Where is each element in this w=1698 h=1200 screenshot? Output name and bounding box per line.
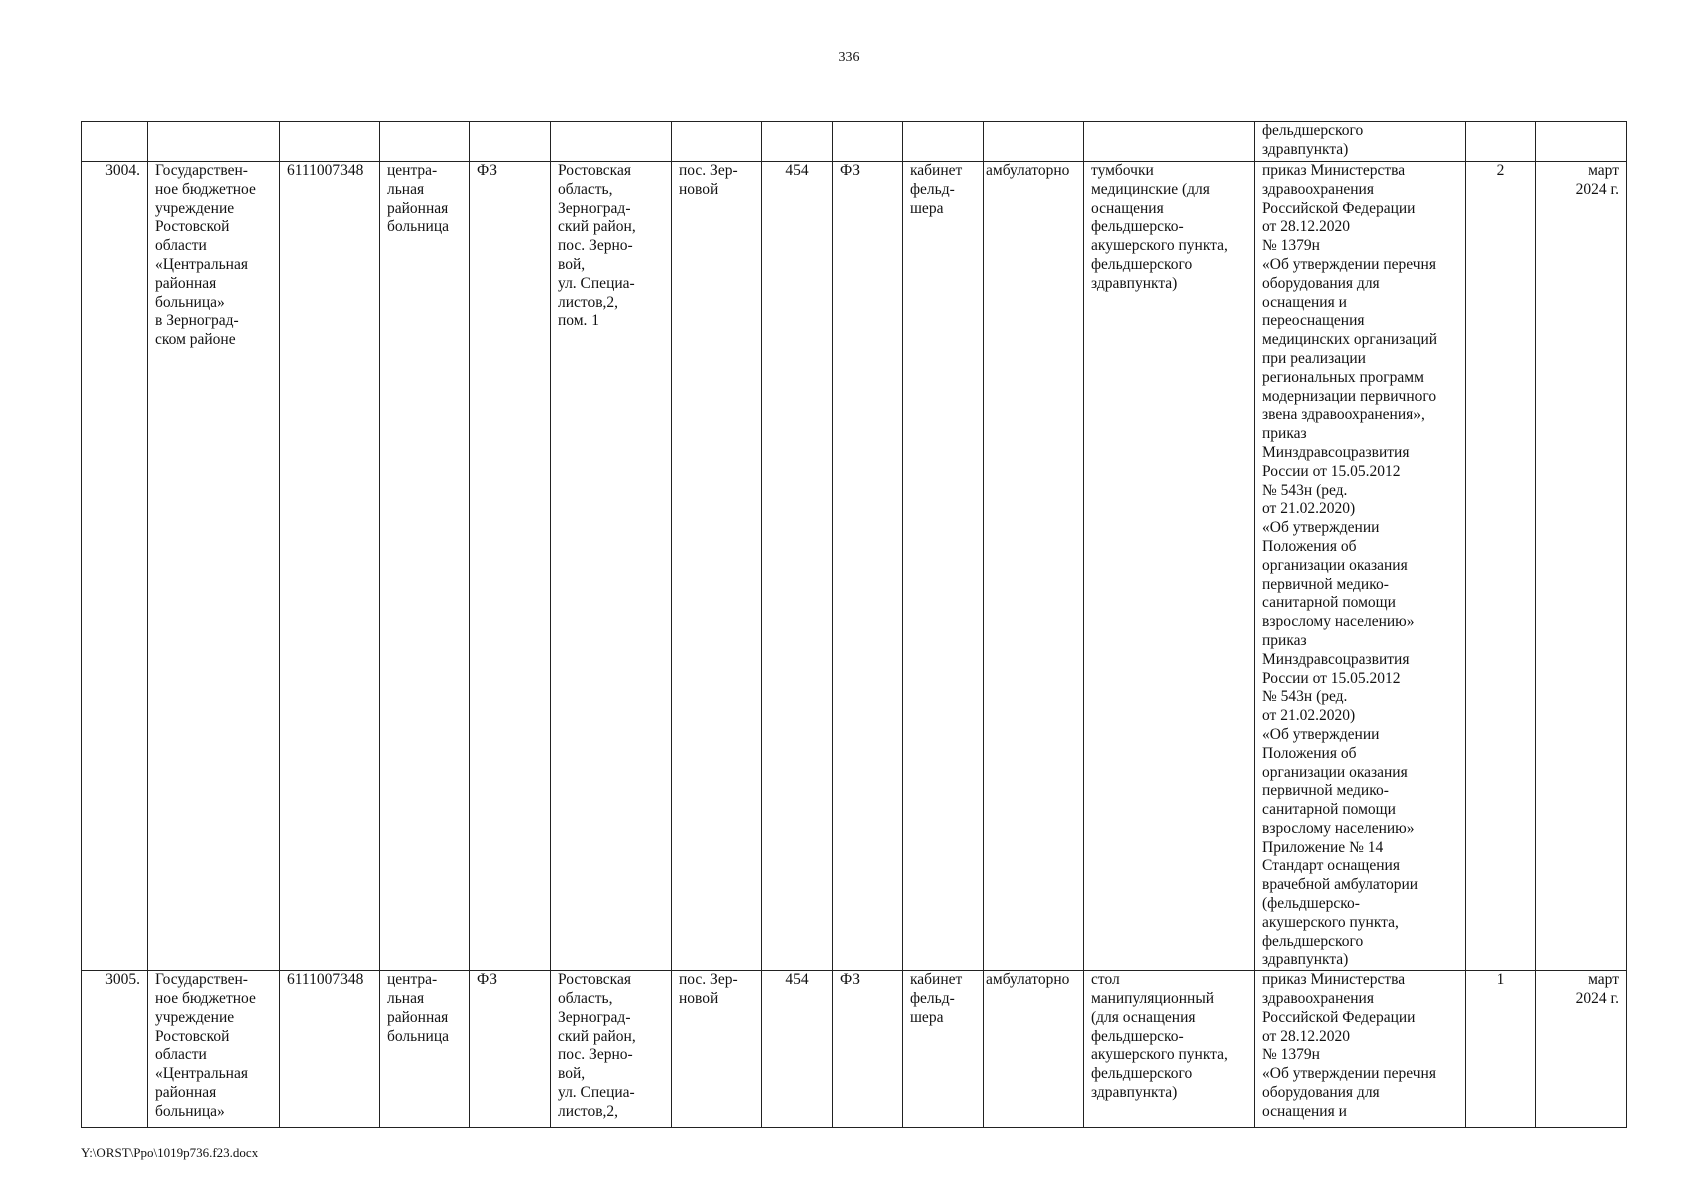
cell-room bbox=[903, 122, 984, 162]
organization-name: Государствен- ное бюджетное учреждение Ростовской области «Центральная районная больница» bbox=[148, 971, 280, 1128]
care-type: амбулаторно bbox=[984, 162, 1084, 971]
register-table bbox=[81, 121, 1627, 1128]
organization-name: Государствен- ное бюджетное учреждение Ростовской области «Центральная районная больница» в Зерноград- ском районе bbox=[148, 162, 280, 971]
division: ФЗ bbox=[833, 162, 903, 971]
date: март 2024 г. bbox=[1536, 971, 1627, 1128]
room: кабинет фельд- шера bbox=[903, 162, 984, 971]
organization-type: центра- льная районная больница bbox=[380, 162, 470, 971]
locality: пос. Зер- новой bbox=[672, 162, 762, 971]
cell-type bbox=[380, 122, 470, 162]
address: Ростовская область, Зерноград- ский район, пос. Зерно- вой, ул. Специа- листов,2, bbox=[551, 971, 672, 1128]
cell-equipment bbox=[1084, 122, 1255, 162]
cell-inn bbox=[280, 122, 380, 162]
cell-code bbox=[762, 122, 833, 162]
care-type: амбулаторно bbox=[984, 971, 1084, 1128]
inn: 6111007348 bbox=[280, 971, 380, 1128]
cell-quantity bbox=[1466, 122, 1536, 162]
table-row bbox=[82, 971, 1627, 1128]
legal-basis: приказ Министерства здравоохранения Российской Федерации от 28.12.2020 № 1379н «Об утверждении перечня оборудования для оснащения и переоснащения медицинских организаций при реализации региональных программ модернизации первичного звена здравоохранения», приказ Минздравсоцразвития России от 15.05.2012 № 543н (ред. от 21.02.2020) «Об утверждении Положения об организации оказания первичной медико- санитарной помощи взрослому населению» приказ Минздравсоцразвития России от 15.05.2012 № 543н (ред. от 21.02.2020) «Об утверждении Положения об организации оказания первичной медико- санитарной помощи взрослому населению» Приложение № 14 Стандарт оснащения врачебной амбулатории (фельдшерско- акушерского пункта, фельдшерского здравпункта) bbox=[1255, 162, 1466, 971]
cell-legal-basis: фельдшерского здравпункта) bbox=[1255, 122, 1466, 162]
cell-care bbox=[984, 122, 1084, 162]
unit: ФЗ bbox=[470, 162, 551, 971]
cell-num bbox=[82, 122, 148, 162]
unit: ФЗ bbox=[470, 971, 551, 1128]
cell-date bbox=[1536, 122, 1627, 162]
legal-basis: приказ Министерства здравоохранения Российской Федерации от 28.12.2020 № 1379н «Об утверждении перечня оборудования для оснащения и bbox=[1255, 971, 1466, 1128]
equipment: стол манипуляционный (для оснащения фельдшерско- акушерского пункта, фельдшерского здравпункта) bbox=[1084, 971, 1255, 1128]
room: кабинет фельд- шера bbox=[903, 971, 984, 1128]
row-number: 3004. bbox=[82, 162, 148, 971]
quantity: 1 bbox=[1466, 971, 1536, 1128]
quantity: 2 bbox=[1466, 162, 1536, 971]
equipment: тумбочки медицинские (для оснащения фельдшерско- акушерского пункта, фельдшерского здравпункта) bbox=[1084, 162, 1255, 971]
cell-address bbox=[551, 122, 672, 162]
table-row bbox=[82, 162, 1627, 971]
cell-division bbox=[833, 122, 903, 162]
division: ФЗ bbox=[833, 971, 903, 1128]
organization-type: центра- льная районная больница bbox=[380, 971, 470, 1128]
footer-file-path: Y:\ORST\Ppo\1019p736.f23.docx bbox=[81, 1145, 259, 1160]
address: Ростовская область, Зерноград- ский район, пос. Зерно- вой, ул. Специа- листов,2, пом. 1 bbox=[551, 162, 672, 971]
inn: 6111007348 bbox=[280, 162, 380, 971]
cell-organization bbox=[148, 122, 280, 162]
code: 454 bbox=[762, 162, 833, 971]
date: март 2024 г. bbox=[1536, 162, 1627, 971]
locality: пос. Зер- новой bbox=[672, 971, 762, 1128]
page-number: 336 bbox=[838, 50, 860, 65]
code: 454 bbox=[762, 971, 833, 1128]
row-number: 3005. bbox=[82, 971, 148, 1128]
cell-unit bbox=[470, 122, 551, 162]
cell-locality bbox=[672, 122, 762, 162]
continuation-row bbox=[82, 122, 1627, 162]
